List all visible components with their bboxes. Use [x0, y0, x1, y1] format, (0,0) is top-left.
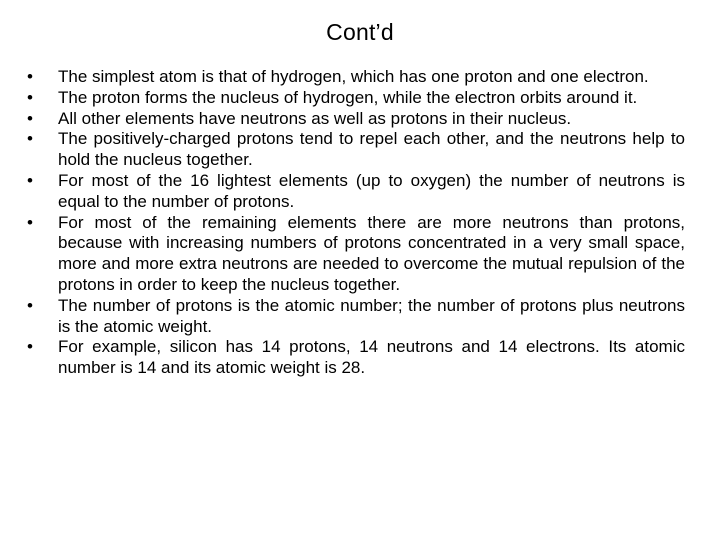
- bullet-text: All other elements have neutrons as well as protons in their nucleus.: [58, 108, 572, 128]
- bullet-dot-icon: •: [27, 295, 33, 315]
- bullet-text: The positively-charged protons tend to repel each other, and the neutrons help to hold the nucleus together.: [58, 129, 685, 170]
- bullet-text: For most of the remaining elements there are more neutrons than protons, because with increasing numbers of protons concentrated in a very small space, more and more extra neutrons are needed to overcome the mutual repulsion of the protons in order to keep the nucleus together.: [58, 212, 685, 294]
- bullet-item: [27, 213, 685, 296]
- bullet-text: The simplest atom is that of hydrogen, which has one proton and one electron.: [58, 67, 649, 86]
- bullet-dot-icon: •: [27, 212, 33, 232]
- bullet-dot-icon: •: [27, 108, 33, 128]
- bullet-item: [27, 129, 685, 171]
- bullet-dot-icon: •: [27, 67, 33, 86]
- bullet-item: [27, 296, 685, 338]
- bullet-item: [27, 171, 685, 213]
- bullet-text: For example, silicon has 14 protons, 14 neutrons and 14 electrons. Its atomic number is 14 and its atomic weight is 28.: [58, 337, 685, 378]
- bullet-dot-icon: •: [27, 170, 33, 190]
- slide-title: Cont’d: [326, 19, 394, 45]
- bullet-item: [27, 109, 685, 130]
- bullet-item: [27, 67, 685, 88]
- bullet-dot-icon: •: [27, 337, 33, 357]
- bullet-list: [27, 67, 685, 379]
- bullet-text: The number of protons is the atomic number; the number of protons plus neutrons is the atomic weight.: [58, 295, 685, 336]
- bullet-item: [27, 337, 685, 379]
- bullet-text: For most of the 16 lightest elements (up to oxygen) the number of neutrons is equal to the number of protons.: [58, 170, 685, 211]
- bullet-dot-icon: •: [27, 87, 33, 107]
- bullet-text: The proton forms the nucleus of hydrogen, while the electron orbits around it.: [58, 87, 638, 107]
- bullet-item: [27, 88, 685, 109]
- bullet-dot-icon: •: [27, 129, 33, 149]
